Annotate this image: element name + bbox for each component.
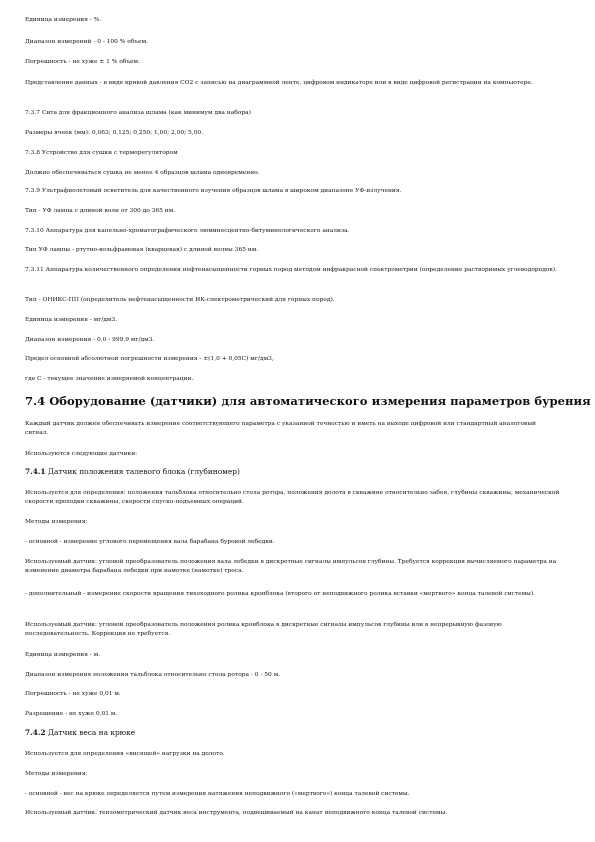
subsection-title: Датчик положения талевого блока (глубиномер) xyxy=(47,467,240,476)
paragraph: Диапазон измерения - 0,0 - 999,9 мг/дм3. xyxy=(25,337,155,343)
subsection-heading-7-4-1 xyxy=(25,467,561,477)
subsection-title: Датчик веса на крюке xyxy=(47,728,136,737)
paragraph: Тип - УФ лампа с длиной волн от 300 до 365 нм. xyxy=(25,208,176,214)
section-heading-7-3-10: 7.3.10 Аппаратура для капельно-хроматографического люминесцентно-битуминологического анализа. xyxy=(25,228,350,234)
section-heading-7-3-8: 7.3.8 Устройство для сушки с терморегулятором xyxy=(25,150,178,156)
paragraph: Единица измерения - %. xyxy=(25,17,102,23)
paragraph: Диапазон измерений - 0 - 100 % объем. xyxy=(25,39,149,45)
section-heading-7-3-7: 7.3.7 Сита для фракционного анализа шлама (как минимум два набора) xyxy=(25,110,251,116)
paragraph: Используемый датчик: тензометрический датчик веса инструмента, подвешиваемый на канат неподвижного конца талевой системы. xyxy=(25,810,448,816)
paragraph: Единица измерения - м. xyxy=(25,652,101,658)
paragraph: Представление данных - в виде кривой давления СО2 с записью на диаграммной ленте, цифровом индикаторе или в виде цифровой регистрации на компьютере. xyxy=(25,80,533,86)
paragraph: Тип - ОНИКС-ПП (определитель нефтенасыщенности ИК-спектрометрический для горных пород). xyxy=(25,297,335,303)
paragraph: Единица измерения - мг/дм3. xyxy=(25,317,118,323)
paragraph: Используемый датчик: угловой преобразователь положения вала лебедки в дискретные сигналы импульсов глубины. Требуется коррекция вычисляемого параметра на изменение диаметра барабана лебедки при намотке (намотке) троса. xyxy=(25,559,557,575)
section-heading-7-3-11: 7.3.11 Аппаратура количественного определения нефтенасыщенности горных пород методом инфракрасной спектрометрии (определение растворимых углеводородов). xyxy=(25,267,557,273)
paragraph: Используемый датчик: угловой преобразователь положения ролика кронблока в дискретные сигналы импульсов глубины или в непрерывную фазовую последовательность. Коррекция не требуется. xyxy=(25,622,502,638)
subsection-heading-7-4-2 xyxy=(25,728,561,738)
paragraph: Методы измерения: xyxy=(25,519,88,525)
paragraph: Предел основной абсолютной погрешности измерения - ±(1,0 + 0,05С) мг/дм3, xyxy=(25,356,274,362)
paragraph: Диапазон измерения положения тальблока относительно стола ротора - 0 - 50 м. xyxy=(25,672,281,678)
section-heading-7-3-9: 7.3.9 Ультрафиолетовый осветитель для качественного изучения образцов шлама в широком диапазоне УФ-излучения. xyxy=(25,188,402,194)
paragraph: где С - текущее значение измеряемой концентрации. xyxy=(25,376,194,382)
paragraph: Методы измерения: xyxy=(25,771,88,777)
paragraph: Разрешение - не хуже 0,01 м. xyxy=(25,711,118,717)
paragraph: Используется для определения «висящей» нагрузки на долото. xyxy=(25,751,225,757)
section-heading-7-4: 7.4 Оборудование (датчики) для автоматического измерения параметров бурения xyxy=(25,394,591,408)
paragraph: Используется для определения: положения тальблока относительно стола ротора, положения долота в скважине относительно забоя, глубины скважины, механической скорости проходки скважины, скорости спуско-подъемных операций. xyxy=(25,490,560,506)
paragraph: Каждый датчик должен обеспечивать измерение соответствующего параметра с указанной точностью и иметь на выходе цифровой или стандартный аналоговый сигнал. xyxy=(25,421,536,437)
paragraph: Размеры ячеек (мм): 0,063; 0,125; 0,250; 1,00; 2,00; 5,00. xyxy=(25,130,203,136)
paragraph: Погрешность - не хуже 0,01 м. xyxy=(25,691,121,697)
paragraph: Должно обеспечиваться сушка не менее 4 образцов шлама одновременно. xyxy=(25,170,260,176)
subsection-number: 7.4.1 xyxy=(25,467,46,476)
paragraph: Погрешность - не хуже ± 1 % объем. xyxy=(25,59,141,65)
paragraph: Используются следующие датчики: xyxy=(25,451,138,457)
subsection-number: 7.4.2 xyxy=(25,728,46,737)
list-item: - дополнительный - измерение скорости вращения тихоходного ролика кронблока (второго от неподвижного ролика вставки «мертвого» конца талевой системы). xyxy=(25,591,536,597)
paragraph: Тип УФ лампы - ртутно-вольфрамовая (кварцевая) с длиной волны 365 нм. xyxy=(25,247,259,253)
list-item: - основной - вес на крюке определяется путем измерения натяжения неподвижного («мертвого») конца талевой системы. xyxy=(25,791,410,797)
list-item: - основной - измерение углового перемещения вала барабана буровой лебедки. xyxy=(25,539,275,545)
